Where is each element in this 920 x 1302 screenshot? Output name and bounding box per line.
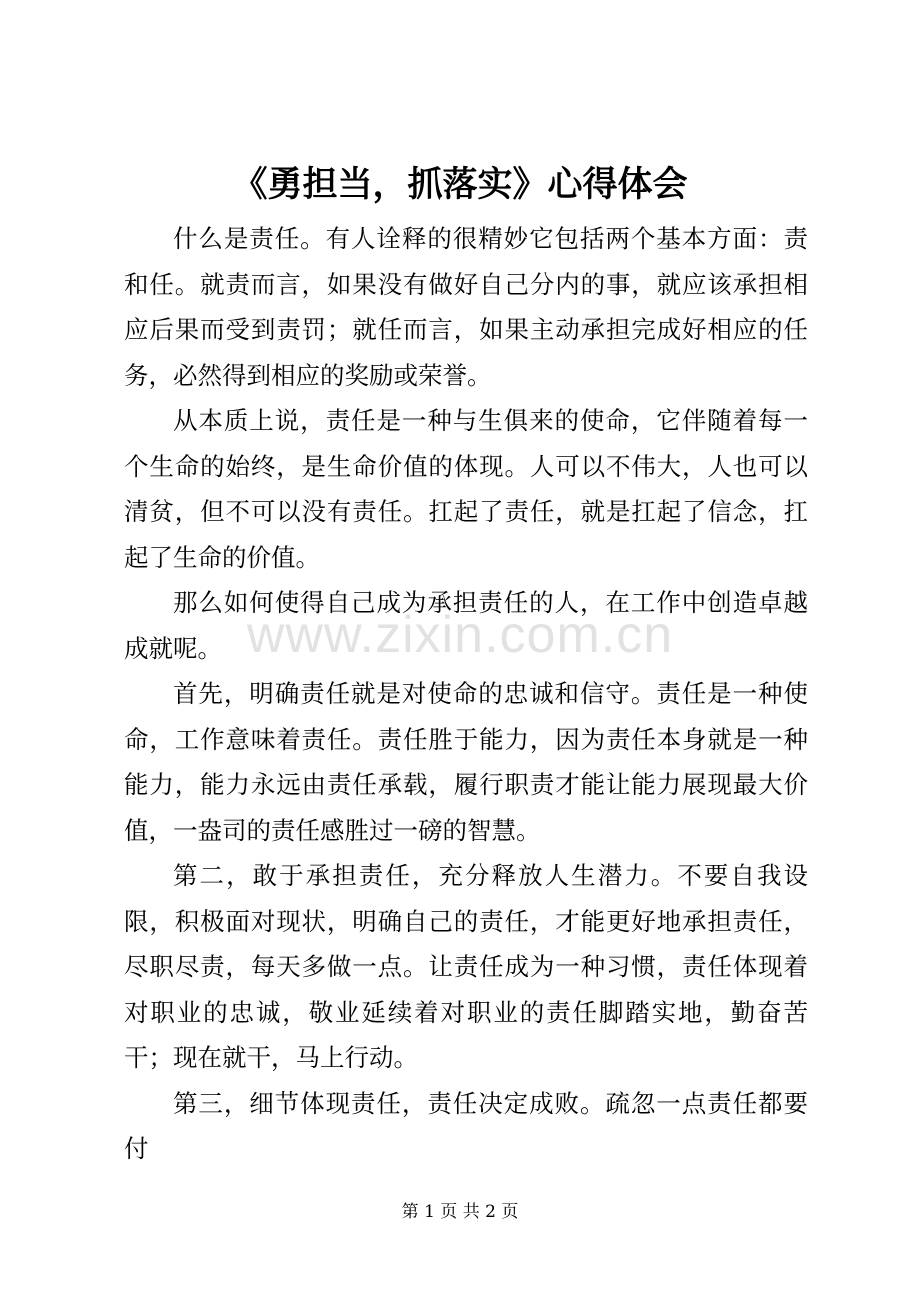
document-title: 《勇担当，抓落实》心得体会 [232, 164, 688, 205]
paragraph-1: 什么是责任。有人诠释的很精妙它包括两个基本方面：责和任。就责而言，如果没有做好自己分内的事，就应该承担相应后果而受到责罚；就任而言，如果主动承担完成好相应的任务，必然得到相应的奖励或荣誉。 [124, 224, 808, 390]
paragraph-5: 第二，敢于承担责任，充分释放人生潜力。不要自我设限，积极面对现状，明确自己的责任，才能更好地承担责任，尽职尽责，每天多做一点。让责任成为一种习惯，责任体现着对职业的忠诚，敬业延续着对职业的责任脚踏实地，勤奋苦干；现在就干，马上行动。 [124, 861, 808, 1072]
paragraph-4: 首先，明确责任就是对使命的忠诚和信守。责任是一种使命，工作意味着责任。责任胜于能力，因为责任本身就是一种能力，能力永远由责任承载，履行职责才能让能力展现最大价值，一盎司的责任感胜过一磅的智慧。 [124, 679, 808, 845]
paragraph-3: 那么如何使得自己成为承担责任的人，在工作中创造卓越成就呢。 [124, 588, 808, 663]
watermark: www.zixin.com.cn [246, 606, 674, 664]
paragraph-6: 第三，细节体现责任，责任决定成败。疏忽一点责任都要付 [124, 1088, 808, 1163]
page-number: 第 1 页 共 2 页 [401, 1202, 519, 1222]
page-footer [0, 1199, 920, 1225]
paragraph-2: 从本质上说，责任是一种与生俱来的使命，它伴随着每一个生命的始终，是生命价值的体现。人可以不伟大，人也可以清贫，但不可以没有责任。扛起了责任，就是扛起了信念，扛起了生命的价值。 [124, 406, 808, 572]
document-body [124, 216, 808, 1172]
